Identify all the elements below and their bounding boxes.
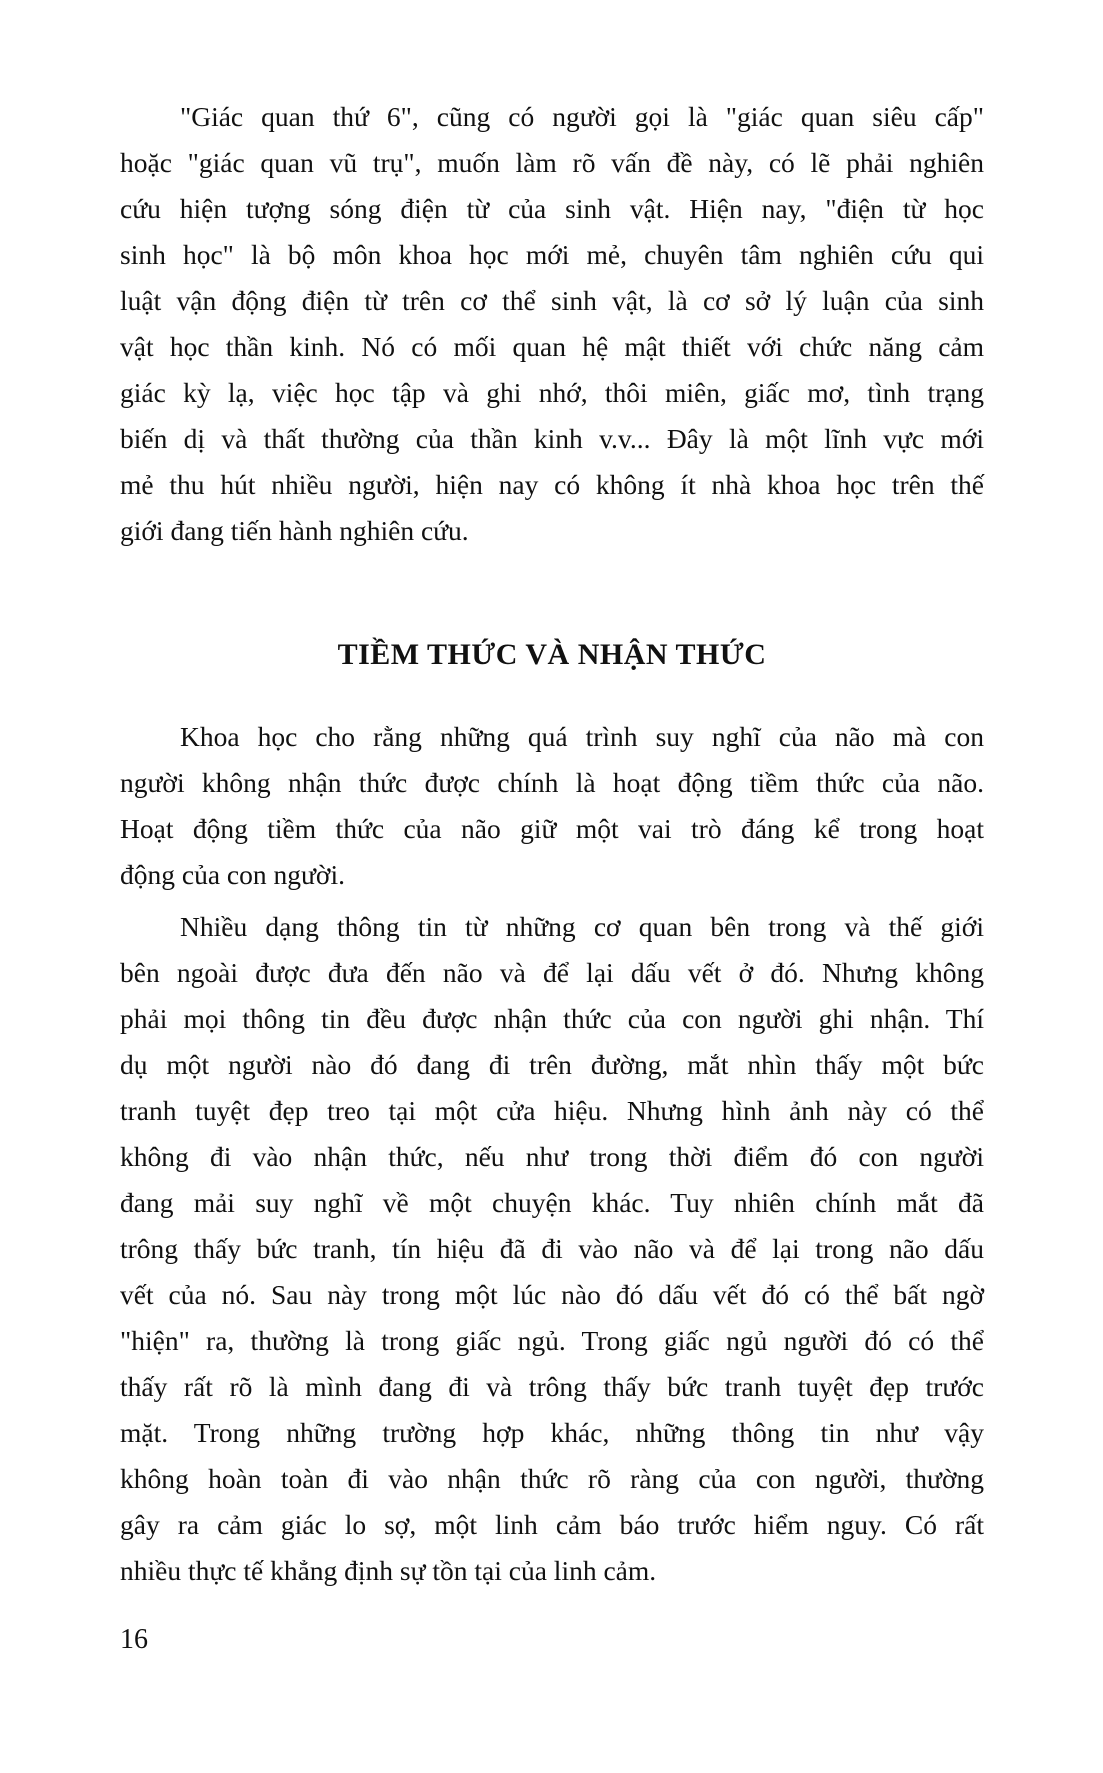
text-line: thấy rất rõ là mình đang đi và trông thấy bức tranh tuyệt đẹp trước xyxy=(120,1371,984,1402)
text-line: luật vận động điện từ trên cơ thể sinh vật, là cơ sở lý luận của sinh xyxy=(120,285,984,316)
text-line: Nhiều dạng thông tin từ những cơ quan bên trong và thế giới xyxy=(180,911,984,942)
text-line: giác kỳ lạ, việc học tập và ghi nhớ, thôi miên, giấc mơ, tình trạng xyxy=(120,377,984,408)
text-line: biến dị và thất thường của thần kinh v.v... Đây là một lĩnh vực mới xyxy=(120,423,984,454)
paragraph-information-traces xyxy=(120,904,984,1594)
text-line: phải mọi thông tin đều được nhận thức của con người ghi nhận. Thí xyxy=(120,1003,984,1034)
text-line: mặt. Trong những trường hợp khác, những thông tin như vậy xyxy=(120,1417,984,1448)
text-line: cứu hiện tượng sóng điện từ của sinh vật. Hiện nay, "điện từ học xyxy=(120,193,984,224)
text-line: Hoạt động tiềm thức của não giữ một vai trò đáng kể trong hoạt xyxy=(120,813,984,844)
text-line: động của con người. xyxy=(120,859,345,890)
text-line: dụ một người nào đó đang đi trên đường, mắt nhìn thấy một bức xyxy=(120,1049,984,1080)
paragraph-sixth-sense xyxy=(120,94,984,554)
text-line: bên ngoài được đưa đến não và để lại dấu vết ở đó. Nhưng không xyxy=(120,957,984,988)
text-line: hoặc "giác quan vũ trụ", muốn làm rõ vấn đề này, có lẽ phải nghiên xyxy=(120,147,984,178)
text-line: Khoa học cho rằng những quá trình suy nghĩ của não mà con xyxy=(180,721,984,752)
text-line: không hoàn toàn đi vào nhận thức rõ ràng của con người, thường xyxy=(120,1463,984,1494)
text-line: "Giác quan thứ 6", cũng có người gọi là "giác quan siêu cấp" xyxy=(180,101,984,132)
paragraph-subconscious xyxy=(120,714,984,898)
text-line: trông thấy bức tranh, tín hiệu đã đi vào não và để lại trong não dấu xyxy=(120,1233,984,1264)
text-line: vật học thần kinh. Nó có mối quan hệ mật thiết với chức năng cảm xyxy=(120,331,984,362)
text-line: sinh học" là bộ môn khoa học mới mẻ, chuyên tâm nghiên cứu qui xyxy=(120,239,984,270)
text-line: giới đang tiến hành nghiên cứu. xyxy=(120,515,469,546)
text-line: gây ra cảm giác lo sợ, một linh cảm báo trước hiểm nguy. Có rất xyxy=(120,1509,984,1540)
text-line: đang mải suy nghĩ về một chuyện khác. Tuy nhiên chính mắt đã xyxy=(120,1187,984,1218)
text-line: "hiện" ra, thường là trong giấc ngủ. Trong giấc ngủ người đó có thể xyxy=(120,1325,984,1356)
text-line: mẻ thu hút nhiều người, hiện nay có không ít nhà khoa học trên thế xyxy=(120,469,984,500)
text-line: tranh tuyệt đẹp treo tại một cửa hiệu. Nhưng hình ảnh này có thể xyxy=(120,1095,984,1126)
text-line: không đi vào nhận thức, nếu như trong thời điểm đó con người xyxy=(120,1141,984,1172)
text-line: người không nhận thức được chính là hoạt động tiềm thức của não. xyxy=(120,767,984,798)
page-number: 16 xyxy=(120,1624,148,1655)
text-line: vết của nó. Sau này trong một lúc nào đó dấu vết đó có thể bất ngờ xyxy=(120,1279,984,1310)
section-heading: TIỀM THỨC VÀ NHẬN THỨC xyxy=(337,638,767,671)
text-line: nhiều thực tế khẳng định sự tồn tại của linh cảm. xyxy=(120,1555,657,1586)
